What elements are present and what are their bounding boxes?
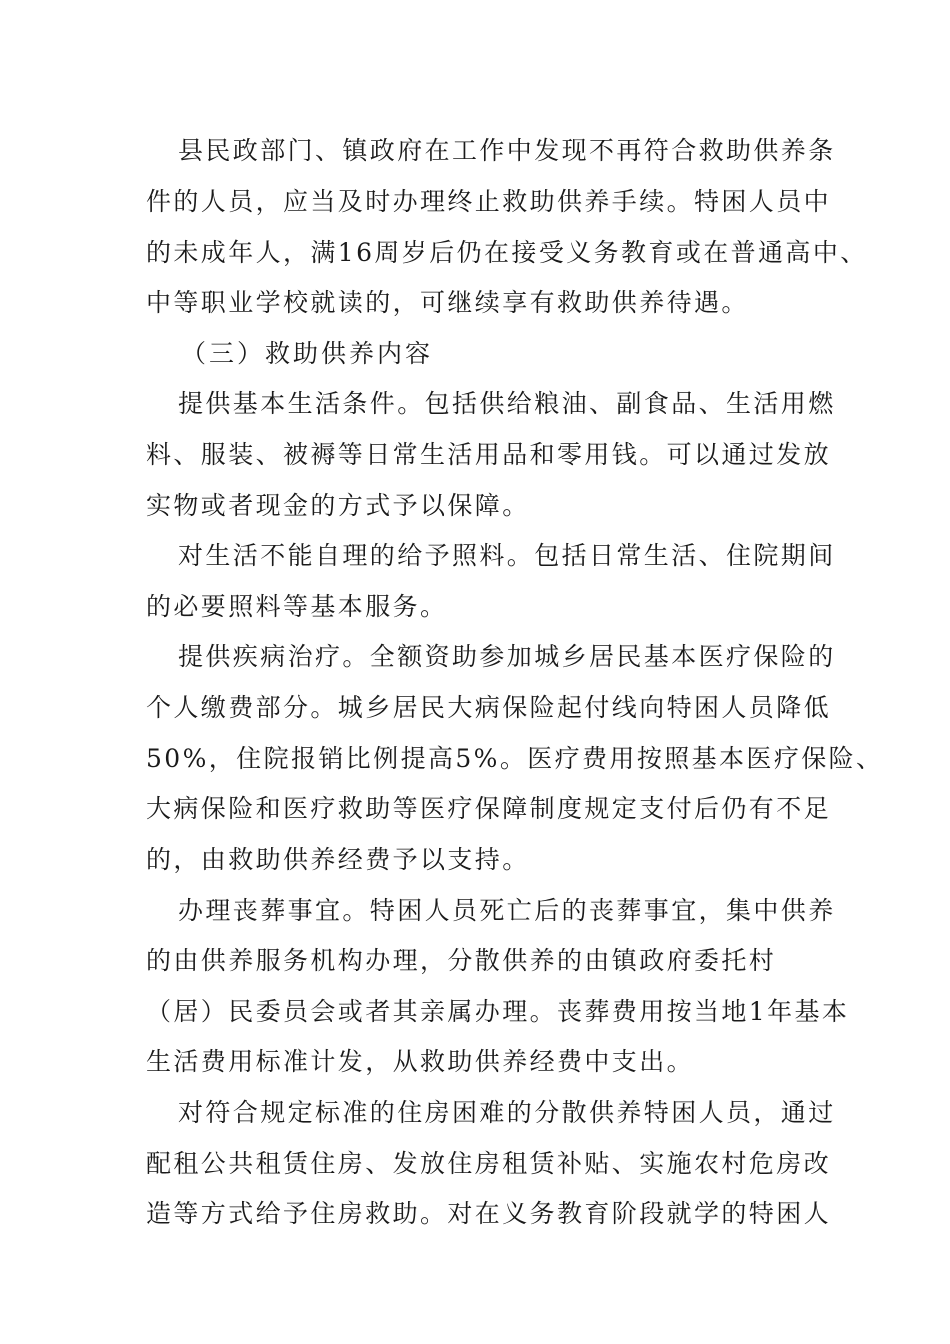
paragraph-line: （居）民委员会或者其亲属办理。丧葬费用按当地1年基本 <box>146 997 850 1026</box>
paragraph-line: 对符合规定标准的住房困难的分散供养特困人员，通过 <box>178 1098 836 1127</box>
paragraph-line: 50%，住院报销比例提高5%。医疗费用按照基本医疗保险、 <box>146 744 884 773</box>
paragraph-line: 配租公共租赁住房、发放住房租赁补贴、实施农村危房改 <box>146 1149 832 1178</box>
paragraph-line: 的由供养服务机构办理，分散供养的由镇政府委托村 <box>146 946 777 975</box>
paragraph-line: 的，由救助供养经费予以支持。 <box>146 845 530 874</box>
paragraph-line: 料、服装、被褥等日常生活用品和零用钱。可以通过发放 <box>146 440 832 469</box>
paragraph-line: 提供基本生活条件。包括供给粮油、副食品、生活用燃 <box>178 389 836 418</box>
paragraph-line: 提供疾病治疗。全额资助参加城乡居民基本医疗保险的 <box>178 642 836 671</box>
paragraph-line: 个人缴费部分。城乡居民大病保险起付线向特困人员降低 <box>146 693 832 722</box>
paragraph-line: 对生活不能自理的给予照料。包括日常生活、住院期间 <box>178 541 836 570</box>
paragraph-line: 中等职业学校就读的，可继续享有救助供养待遇。 <box>146 288 749 317</box>
paragraph-line: 县民政部门、镇政府在工作中发现不再符合救助供养条 <box>178 136 836 165</box>
paragraph-line: 的未成年人，满16周岁后仍在接受义务教育或在普通高中、 <box>146 238 868 267</box>
paragraph-line: 实物或者现金的方式予以保障。 <box>146 491 530 520</box>
section-heading: （三）救助供养内容 <box>181 339 434 368</box>
paragraph-line: 的必要照料等基本服务。 <box>146 592 448 621</box>
paragraph-line: 造等方式给予住房救助。对在义务教育阶段就学的特困人 <box>146 1199 832 1228</box>
paragraph-line: 件的人员，应当及时办理终止救助供养手续。特困人员中 <box>146 187 832 216</box>
paragraph-line: 生活费用标准计发，从救助供养经费中支出。 <box>146 1047 695 1076</box>
paragraph-line: 大病保险和医疗救助等医疗保障制度规定支付后仍有不足 <box>146 794 832 823</box>
paragraph-line: 办理丧葬事宜。特困人员死亡后的丧葬事宜，集中供养 <box>178 896 836 925</box>
